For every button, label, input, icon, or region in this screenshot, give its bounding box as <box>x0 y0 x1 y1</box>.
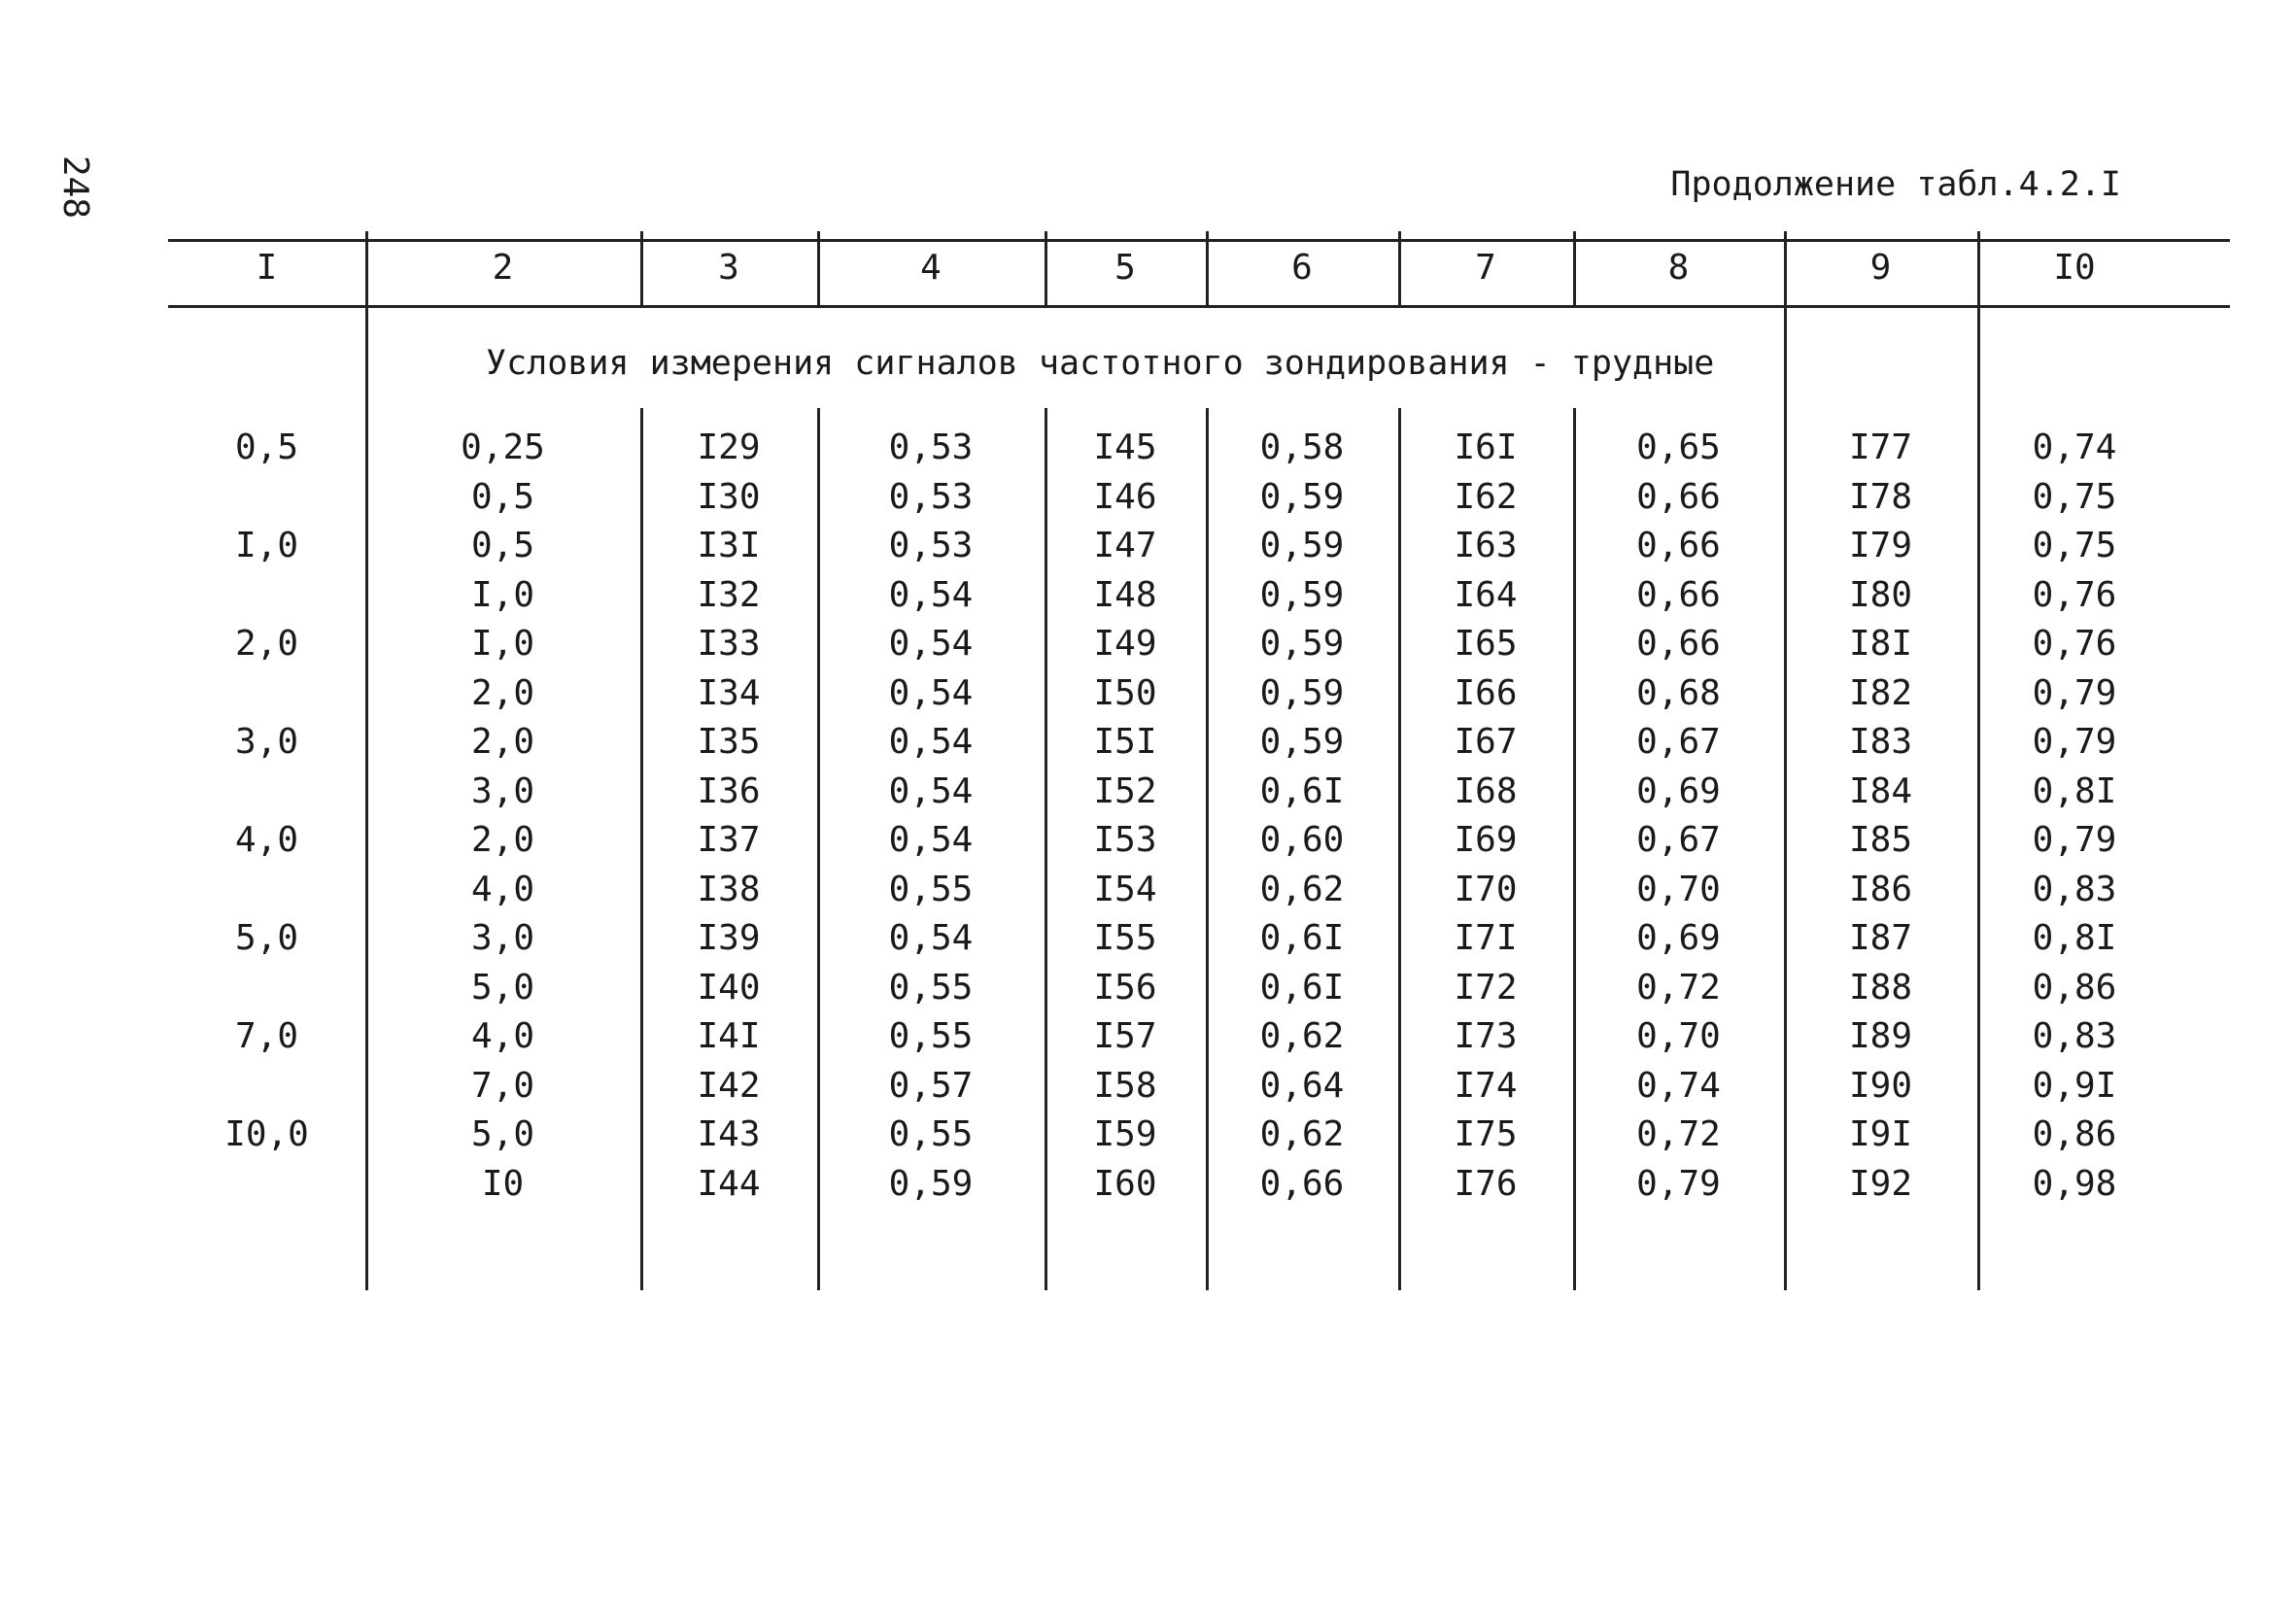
table-cell: 5,0 <box>470 1114 535 1154</box>
table-cell: 0,59 <box>1259 673 1345 713</box>
table-cell: I42 <box>697 1066 761 1106</box>
table-cell: I52 <box>1093 771 1157 811</box>
table-cell: I80 <box>1848 575 1913 615</box>
table-cell: 0,54 <box>888 918 974 958</box>
table-cell: 0,59 <box>1259 526 1345 565</box>
table-cell: 7,0 <box>234 1016 299 1056</box>
table-cell: I49 <box>1093 624 1157 664</box>
table-cell: 2,0 <box>234 624 299 664</box>
table-cell: I78 <box>1848 477 1913 517</box>
table-cell: I69 <box>1454 820 1518 860</box>
table-cell: I6I <box>1454 427 1518 467</box>
table-cell: I66 <box>1454 673 1518 713</box>
table-cell: 0,74 <box>2032 427 2117 467</box>
table-cell: 0,5 <box>470 526 535 565</box>
table-cell: I54 <box>1093 870 1157 909</box>
table-cell: 0,6I <box>1259 968 1345 1008</box>
table-cell: I56 <box>1093 968 1157 1008</box>
table-cell: 0,58 <box>1259 427 1345 467</box>
column-header-7: 7 <box>1475 248 1496 288</box>
table-cell: 0,69 <box>1636 771 1721 811</box>
table-cell: I32 <box>697 575 761 615</box>
table-cell: I79 <box>1848 526 1913 565</box>
table-cell: 0,5 <box>470 477 535 517</box>
table-cell: 0,25 <box>461 427 545 467</box>
table-cell: 0,6I <box>1259 918 1345 958</box>
table-cell: 0,55 <box>888 1114 974 1154</box>
table-cell: I47 <box>1093 526 1157 565</box>
table-cell: 2,0 <box>470 673 535 713</box>
table-cell: I38 <box>697 870 761 909</box>
table-cell: 0,59 <box>1259 575 1345 615</box>
table-cell: 0,6I <box>1259 771 1345 811</box>
table-cell: 0,59 <box>1259 624 1345 664</box>
table-cell: 0,66 <box>1636 624 1721 664</box>
table-cell: I53 <box>1093 820 1157 860</box>
table-cell: 0,54 <box>888 575 974 615</box>
table-cell: I48 <box>1093 575 1157 615</box>
table-cell: 0,72 <box>1636 968 1721 1008</box>
table-cell: I92 <box>1848 1164 1913 1204</box>
table-cell: I86 <box>1848 870 1913 909</box>
table-cell: I4I <box>697 1016 761 1056</box>
table-cell: I88 <box>1848 968 1913 1008</box>
table-cell: 0,68 <box>1636 673 1721 713</box>
table-cell: I40 <box>697 968 761 1008</box>
column-header-5: 5 <box>1114 248 1136 288</box>
table-cell: I43 <box>697 1114 761 1154</box>
table-top-rule <box>168 239 2230 242</box>
table-cell: I60 <box>1093 1164 1157 1204</box>
table-cell: 3,0 <box>234 722 299 762</box>
table-cell: I8I <box>1848 624 1913 664</box>
table-cell: 0,62 <box>1259 1016 1345 1056</box>
table-cell: I57 <box>1093 1016 1157 1056</box>
table-cell: 0,76 <box>2032 624 2117 664</box>
column-header-4: 4 <box>920 248 942 288</box>
table-cell: I34 <box>697 673 761 713</box>
table-cell: 0,79 <box>1636 1164 1721 1204</box>
table-cell: 3,0 <box>470 771 535 811</box>
table-cell: 3,0 <box>470 918 535 958</box>
table-cell: I70 <box>1454 870 1518 909</box>
table-cell: 0,59 <box>1259 477 1345 517</box>
table-cell: I35 <box>697 722 761 762</box>
table-cell <box>168 769 365 815</box>
table-cell <box>168 1063 365 1110</box>
table-cell: 0,86 <box>2032 1114 2117 1154</box>
table-cell: 0,72 <box>1636 1114 1721 1154</box>
table-cell: 0,76 <box>2032 575 2117 615</box>
table-cell: 0,79 <box>2032 820 2117 860</box>
table-cell <box>168 965 365 1011</box>
table-cell: 0,75 <box>2032 526 2117 565</box>
table-cell: 4,0 <box>234 820 299 860</box>
table-cell <box>168 474 365 521</box>
table-cell: I74 <box>1454 1066 1518 1106</box>
table-cell: I50 <box>1093 673 1157 713</box>
column-header-9: 9 <box>1869 248 1892 288</box>
table-cell: I77 <box>1848 427 1913 467</box>
table-cell: 4,0 <box>470 870 535 909</box>
table-cell: I33 <box>697 624 761 664</box>
table-cell: I3I <box>697 526 761 565</box>
column-header-3: 3 <box>718 248 739 288</box>
table-cell: 0,64 <box>1259 1066 1345 1106</box>
table-cell: I64 <box>1454 575 1518 615</box>
table-cell: 7,0 <box>470 1066 535 1106</box>
table-cell: 0,70 <box>1636 870 1721 909</box>
table-cell: I63 <box>1454 526 1518 565</box>
table-cell: 0,53 <box>888 526 974 565</box>
table-cell: 0,8I <box>2032 918 2117 958</box>
table-cell: 0,60 <box>1259 820 1345 860</box>
table-cell: 0,66 <box>1636 575 1721 615</box>
table-cell <box>168 670 365 717</box>
table-cell: 0,54 <box>888 771 974 811</box>
table-header-rule <box>168 305 2230 308</box>
table-continuation-label: Продолжение табл.4.2.I <box>1670 165 2121 204</box>
table-cell <box>168 572 365 619</box>
table-cell: I87 <box>1848 918 1913 958</box>
table-cell: I85 <box>1848 820 1913 860</box>
table-cell: 0,83 <box>2032 1016 2117 1056</box>
table-cell: 0,9I <box>2032 1066 2117 1106</box>
table-cell: I39 <box>697 918 761 958</box>
table-cell <box>168 1161 365 1208</box>
table-cell: 0,55 <box>888 1016 974 1056</box>
page-number: 248 <box>55 155 95 220</box>
table-cell: 0,55 <box>888 968 974 1008</box>
table-cell: I82 <box>1848 673 1913 713</box>
table-cell: 0,66 <box>1259 1164 1345 1204</box>
table-cell: 0,86 <box>2032 968 2117 1008</box>
table-cell: 0,66 <box>1636 477 1721 517</box>
table-cell: I0 <box>481 1164 525 1204</box>
table-cell: I,0 <box>470 624 535 664</box>
table-cell: 0,8I <box>2032 771 2117 811</box>
table-cell: I67 <box>1454 722 1518 762</box>
column-header-1: I <box>256 248 278 288</box>
column-header-10: I0 <box>2053 248 2096 288</box>
table-cell: 0,53 <box>888 427 974 467</box>
table-cell: I0,0 <box>224 1114 309 1154</box>
table-cell: 0,5 <box>234 427 299 467</box>
table-cell: 0,66 <box>1636 526 1721 565</box>
table-cell: I5I <box>1093 722 1157 762</box>
table-cell: I72 <box>1454 968 1518 1008</box>
table-cell: I90 <box>1848 1066 1913 1106</box>
table-cell: 0,65 <box>1636 427 1721 467</box>
table-cell: 0,59 <box>888 1164 974 1204</box>
table-cell: 0,54 <box>888 722 974 762</box>
column-header-6: 6 <box>1291 248 1313 288</box>
column-header-2: 2 <box>492 248 514 288</box>
table-cell: I68 <box>1454 771 1518 811</box>
table-cell: 0,59 <box>1259 722 1345 762</box>
table-cell: I84 <box>1848 771 1913 811</box>
table-cell: 5,0 <box>234 918 299 958</box>
table-cell: 0,54 <box>888 624 974 664</box>
table-cell: 2,0 <box>470 820 535 860</box>
table-cell: I59 <box>1093 1114 1157 1154</box>
table-cell: I58 <box>1093 1066 1157 1106</box>
table-cell: 0,62 <box>1259 1114 1345 1154</box>
column-header-8: 8 <box>1667 248 1690 288</box>
table-cell: I37 <box>697 820 761 860</box>
table-cell: I55 <box>1093 918 1157 958</box>
table-cell: 0,69 <box>1636 918 1721 958</box>
table-cell <box>168 867 365 913</box>
section-title: Условия измерения сигналов частотного зондирования - трудные <box>486 344 1715 383</box>
table-cell: 4,0 <box>470 1016 535 1056</box>
table-cell: I45 <box>1093 427 1157 467</box>
table-cell: I,0 <box>234 526 299 565</box>
table-cell: 0,57 <box>888 1066 974 1106</box>
table-cell: I76 <box>1454 1164 1518 1204</box>
table-cell: I62 <box>1454 477 1518 517</box>
table-cell: I83 <box>1848 722 1913 762</box>
table-cell: I36 <box>697 771 761 811</box>
table-cell: 0,62 <box>1259 870 1345 909</box>
table-cell: 2,0 <box>470 722 535 762</box>
table-cell: 0,75 <box>2032 477 2117 517</box>
table-cell: I89 <box>1848 1016 1913 1056</box>
table-cell: 0,79 <box>2032 673 2117 713</box>
table-cell: 0,53 <box>888 477 974 517</box>
table-cell: 0,54 <box>888 820 974 860</box>
table-cell: I65 <box>1454 624 1518 664</box>
table-cell: I46 <box>1093 477 1157 517</box>
table-cell: I30 <box>697 477 761 517</box>
table-cell: I75 <box>1454 1114 1518 1154</box>
table-cell: 0,98 <box>2032 1164 2117 1204</box>
table-cell: I29 <box>697 427 761 467</box>
table-cell: I7I <box>1454 918 1518 958</box>
table-cell: 0,83 <box>2032 870 2117 909</box>
table-cell: I44 <box>697 1164 761 1204</box>
table-cell: 0,79 <box>2032 722 2117 762</box>
table-cell: I73 <box>1454 1016 1518 1056</box>
table-cell: I9I <box>1848 1114 1913 1154</box>
table-cell: 0,70 <box>1636 1016 1721 1056</box>
table-cell: 0,74 <box>1636 1066 1721 1106</box>
table-cell: 0,67 <box>1636 820 1721 860</box>
table-cell: 0,54 <box>888 673 974 713</box>
table-cell: 5,0 <box>470 968 535 1008</box>
table-cell: 0,67 <box>1636 722 1721 762</box>
table-cell: I,0 <box>470 575 535 615</box>
table-cell: 0,55 <box>888 870 974 909</box>
